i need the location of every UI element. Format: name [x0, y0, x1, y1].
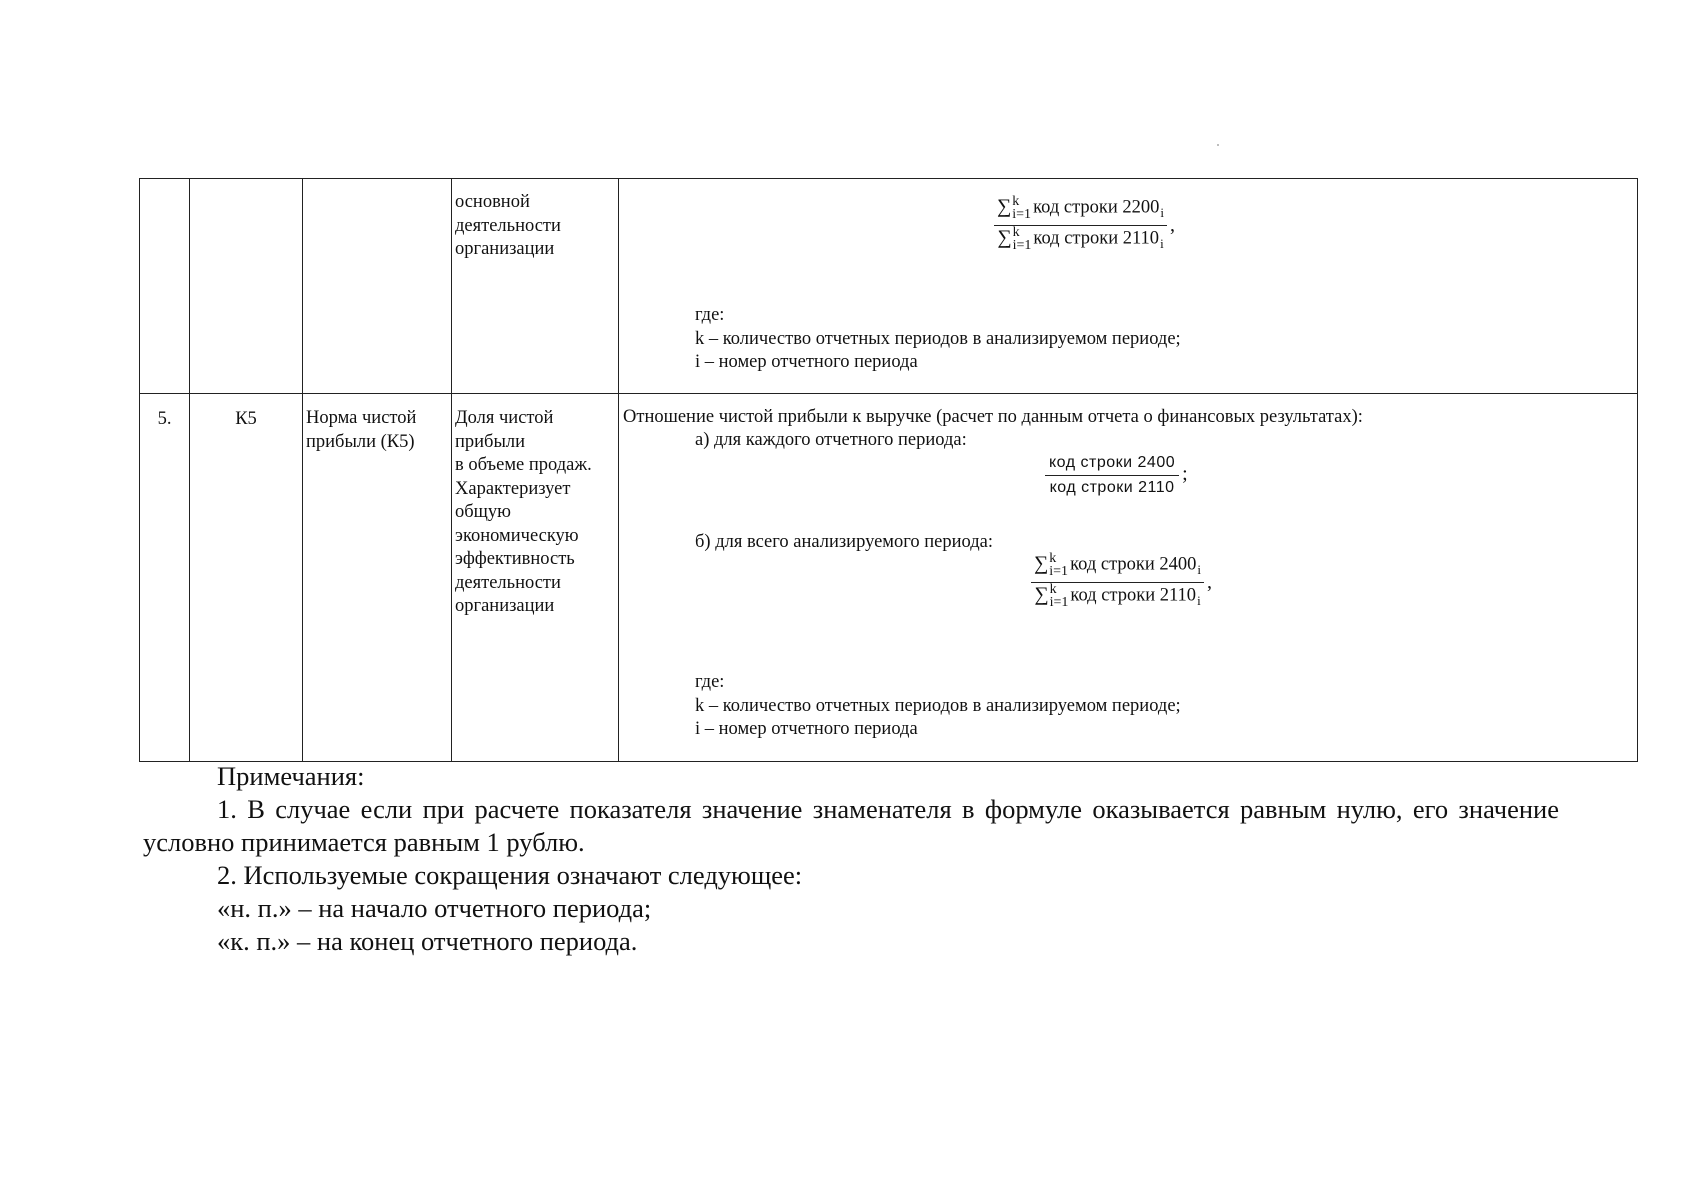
description-line: в объеме продаж. [455, 455, 592, 475]
notes-section [143, 760, 1559, 958]
fraction-numerator: код строки 2400 [1049, 454, 1176, 471]
index-subscript: i [1160, 236, 1164, 251]
sigma-symbol: ∑ [1034, 583, 1049, 605]
sum-lower-limit: i=1 [1012, 207, 1032, 222]
formula-punct: ; [1182, 463, 1188, 486]
sum-lower-limit: i=1 [1049, 594, 1069, 610]
numerator-text: код строки 2400 [1070, 554, 1197, 575]
sum-lower-limit: i=1 [1012, 237, 1032, 253]
cell-code-empty [190, 179, 303, 394]
numerator-text: код строки 2200 [1033, 197, 1160, 218]
sum-fraction-2400 [1031, 552, 1212, 613]
description-line: организации [455, 239, 555, 259]
formula-punct: , [1170, 213, 1176, 236]
sigma-symbol: ∑ [997, 226, 1012, 248]
cell-number-empty [140, 179, 190, 394]
sigma-symbol: ∑ [997, 195, 1012, 218]
sigma-symbol: ∑ [1034, 552, 1049, 575]
table-row-k5 [140, 394, 1638, 762]
where-k-definition: k – количество отчетных периодов в анализируемом периоде; [695, 695, 1181, 716]
where-k-definition: k – количество отчетных периодов в анализируемом периоде; [695, 328, 1181, 349]
cell-number: 5. [140, 394, 190, 762]
fraction-denominator [994, 226, 1167, 256]
where-i-definition: i – номер отчетного периода [695, 352, 918, 372]
sum-upper-limit: k [1012, 224, 1020, 240]
name-line: Норма чистой [306, 408, 417, 428]
abbreviation-np: «н. п.» – на начало отчетного периода; [217, 893, 652, 923]
part-a-label: а) для каждого отчетного периода: [695, 430, 967, 450]
description-line: общую [455, 502, 511, 522]
sum-upper-limit: k [1049, 551, 1057, 566]
description-line: прибыли [455, 431, 526, 452]
where-block [695, 671, 1181, 742]
index-subscript: i [1197, 593, 1201, 608]
method-title: Отношение чистой прибыли к выручке (расчет по данным отчета о финансовых результатах): [623, 407, 1363, 427]
indicator-table [139, 178, 1638, 762]
index-subscript: i [1160, 205, 1165, 221]
where-label: где: [695, 305, 725, 325]
description-line: основной [455, 192, 530, 212]
description-line: эффективность [455, 549, 575, 569]
description-line: деятельности [455, 215, 561, 236]
description-line: экономическую [455, 525, 579, 546]
notes-title: Примечания: [217, 761, 365, 791]
description-line: организации [455, 596, 555, 616]
part-b-label: б) для всего анализируемого периода: [695, 532, 994, 552]
denominator-text: код строки 2110 [1070, 585, 1197, 605]
index-subscript: i [1197, 562, 1202, 578]
sum-lower-limit: i=1 [1049, 564, 1069, 579]
fraction-numerator [1031, 552, 1204, 582]
where-label: где: [695, 672, 725, 692]
where-block [695, 304, 1181, 375]
name-line: прибыли (К5) [306, 431, 415, 452]
denominator-text: код строки 2110 [1033, 228, 1160, 248]
cell-name [303, 394, 452, 762]
table-row-continuation [140, 179, 1638, 394]
note-1: 1. В случае если при расчете показателя значение знаменателя в формуле оказывается равным нулю, его значение условно принимается равным 1 рублю. [143, 794, 1559, 857]
cell-name-empty [303, 179, 452, 394]
sum-upper-limit: k [1012, 194, 1020, 209]
description-line: Доля чистой [455, 408, 554, 428]
cell-description [452, 394, 619, 762]
note-2: 2. Используемые сокращения означают следующее: [217, 860, 803, 890]
sum-upper-limit: k [1049, 581, 1057, 597]
fraction-numerator [994, 195, 1167, 225]
cell-code: К5 [190, 394, 303, 762]
simple-fraction [1045, 451, 1188, 499]
sum-fraction-2200 [994, 195, 1175, 256]
cell-formula [619, 394, 1638, 762]
cell-description [452, 179, 619, 394]
abbreviation-kp: «к. п.» – на конец отчетного периода. [217, 926, 638, 956]
cell-formula [619, 179, 1638, 394]
where-i-definition: i – номер отчетного периода [695, 719, 918, 739]
description-line: Характеризует [455, 478, 571, 499]
scan-speck [1217, 144, 1219, 146]
description-line: деятельности [455, 572, 561, 593]
formula-punct: , [1207, 570, 1213, 593]
fraction-denominator [1031, 583, 1204, 613]
fraction-denominator: код строки 2110 [1049, 478, 1175, 496]
